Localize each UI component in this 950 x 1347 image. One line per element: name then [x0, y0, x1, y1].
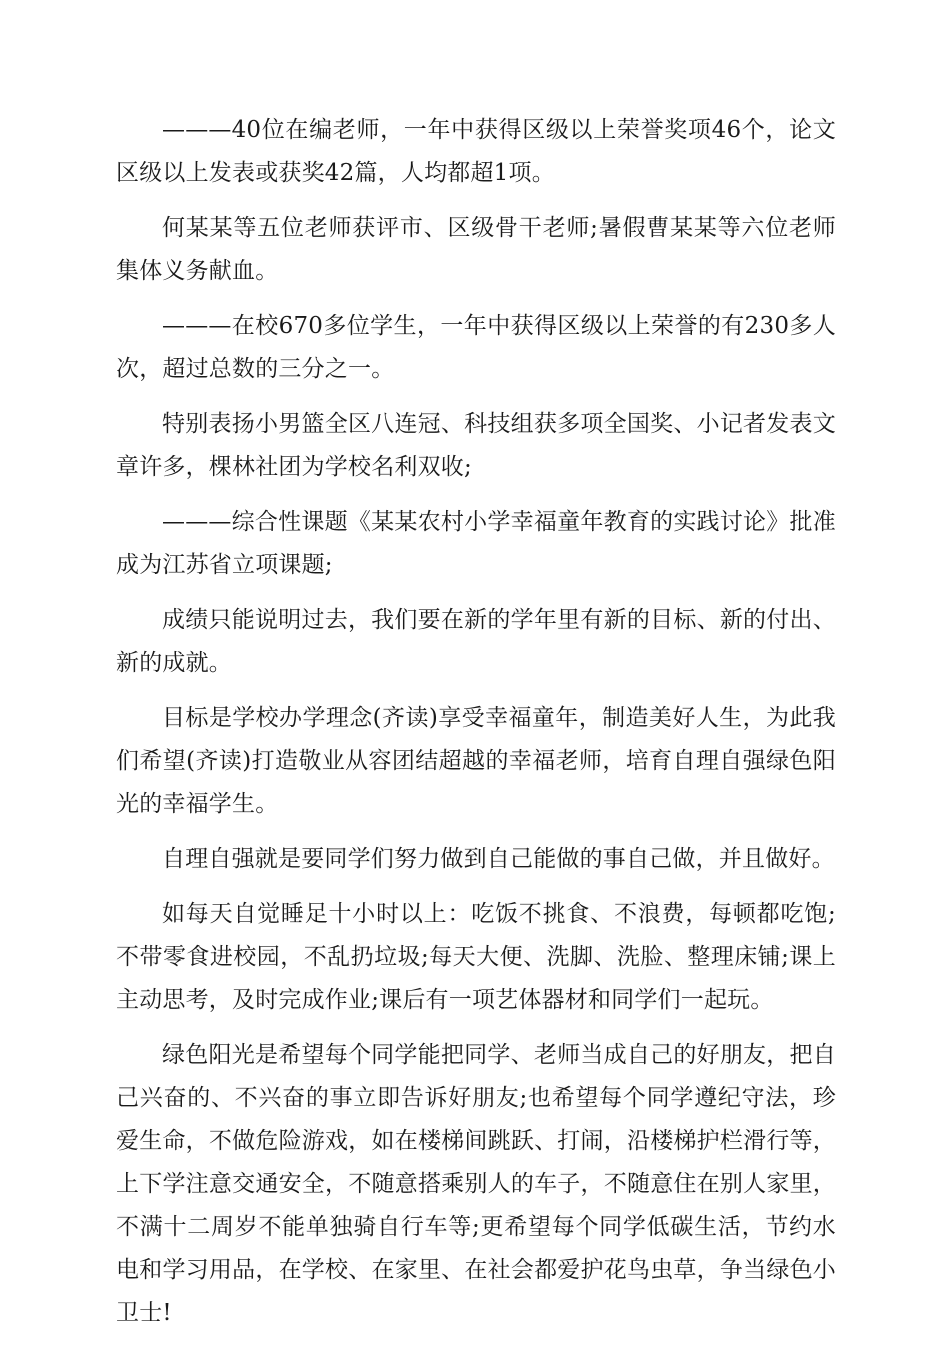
- paragraph-teacher-awards: ———40位在编老师，一年中获得区级以上荣誉奖项46个，论文区级以上发表或获奖42篇，人均都超1项。: [116, 117, 836, 186]
- paragraph-research-project: ———综合性课题《某某农村小学幸福童年教育的实践讨论》批准成为江苏省立项课题;: [116, 509, 836, 578]
- paragraph-new-goals: 成绩只能说明过去，我们要在新的学年里有新的目标、新的付出、新的成就。: [116, 607, 836, 676]
- paragraph-daily-habits: 如每天自觉睡足十小时以上：吃饭不挑食、不浪费，每顿都吃饱;不带零食进校园，不乱扔垃圾;每天大便、洗脚、洗脸、整理床铺;课上主动思考，及时完成作业;课后有一项艺体器材和同学们一起玩。: [116, 901, 836, 1013]
- paragraph-school-philosophy: 目标是学校办学理念(齐读)享受幸福童年，制造美好人生，为此我们希望(齐读)打造敬业从容团结超越的幸福老师，培育自理自强绿色阳光的幸福学生。: [116, 705, 836, 817]
- paragraph-backbone-teachers: 何某某等五位老师获评市、区级骨干老师;暑假曹某某等六位老师集体义务献血。: [116, 215, 836, 284]
- paragraph-student-honors: ———在校670多位学生，一年中获得区级以上荣誉的有230多人次，超过总数的三分之一。: [116, 313, 836, 382]
- paragraph-green-sunshine: 绿色阳光是希望每个同学能把同学、老师当成自己的好朋友，把自己兴奋的、不兴奋的事立即告诉好朋友;也希望每个同学遵纪守法，珍爱生命，不做危险游戏，如在楼梯间跳跃、打闹，沿楼梯护栏滑行等，上下学注意交通安全，不随意搭乘别人的车子，不随意住在别人家里，不满十二周岁不能单独骑自行车等;更希望每个同学低碳生活，节约水电和学习用品，在学校、在家里、在社会都爱护花鸟虫草，争当绿色小卫士!: [116, 1042, 836, 1326]
- paragraph-self-reliance: 自理自强就是要同学们努力做到自己能做的事自己做，并且做好。: [162, 846, 835, 872]
- paragraph-special-praise: 特别表扬小男篮全区八连冠、科技组获多项全国奖、小记者发表文章许多，棵林社团为学校名利双收;: [116, 411, 836, 480]
- document-body: [116, 109, 836, 1347]
